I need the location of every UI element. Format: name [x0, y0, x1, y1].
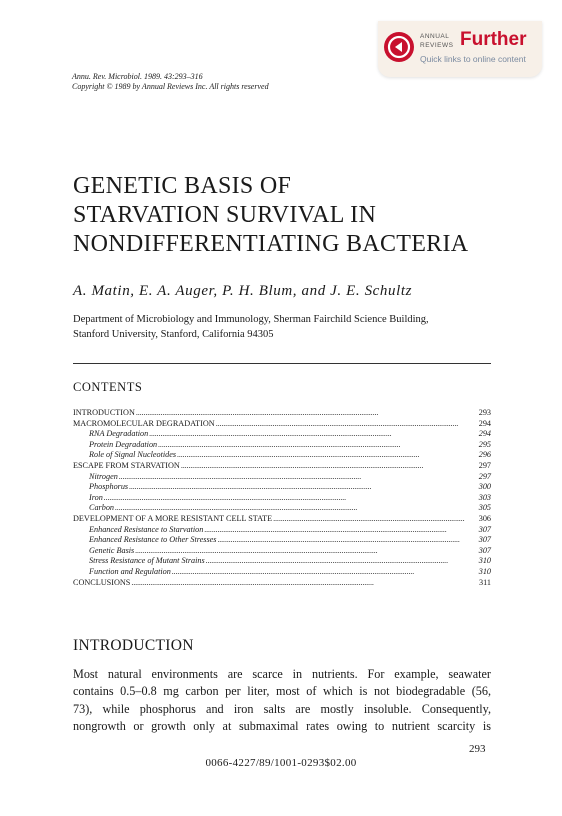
toc-page: 294: [478, 429, 491, 439]
toc-page: 311: [479, 577, 491, 587]
toc-page: 297: [478, 471, 491, 481]
toc-label: RNA Degradation: [89, 429, 149, 439]
journal-citation: [72, 72, 269, 92]
introduction-paragraph: [73, 666, 491, 736]
toc-page: 293: [478, 408, 491, 417]
author-affiliation: [73, 312, 429, 342]
toc-page: 307: [478, 535, 491, 545]
toc-page: 306: [478, 513, 491, 523]
toc-label: ESCAPE FROM STARVATION: [73, 460, 180, 470]
citation-line: Annu. Rev. Microbiol. 1989. 43:293–316: [72, 72, 203, 81]
toc-entry[interactable]: [73, 408, 491, 419]
paragraph-line: contains 0.5–0.8 mg carbon per liter, most of which is not biodegradable (56,: [73, 684, 491, 699]
toc-subentry[interactable]: [73, 482, 491, 493]
toc-leader-dots: [129, 482, 465, 493]
toc-entry[interactable]: [73, 461, 491, 472]
annual-reviews-further-badge[interactable]: [378, 21, 542, 77]
toc-leader-dots: [115, 503, 465, 514]
introduction-heading: INTRODUCTION: [73, 637, 194, 654]
paragraph-line: 73), while phosphorus and iron salts are mostly insoluble. Consequently,: [73, 701, 491, 716]
copyright-line: Copyright © 1989 by Annual Reviews Inc. All rights reserved: [72, 82, 269, 91]
section-divider: [73, 363, 491, 364]
toc-leader-dots: [273, 514, 465, 525]
toc-subentry[interactable]: [73, 535, 491, 546]
toc-entry[interactable]: [73, 419, 491, 430]
toc-leader-dots: [218, 535, 466, 546]
toc-label: Genetic Basis: [89, 545, 135, 555]
toc-label: INTRODUCTION: [73, 408, 135, 417]
toc-leader-dots: [181, 461, 465, 472]
toc-subentry[interactable]: [73, 440, 491, 451]
toc-subentry[interactable]: [73, 556, 491, 567]
toc-leader-dots: [149, 429, 465, 440]
toc-subentry[interactable]: [73, 525, 491, 536]
toc-leader-dots: [131, 578, 465, 589]
toc-subentry[interactable]: [73, 472, 491, 483]
paragraph-line: Most natural environments are scarce in nutrients. For example, seawater: [73, 667, 491, 681]
toc-leader-dots: [172, 567, 465, 578]
toc-subentry[interactable]: [73, 450, 491, 461]
toc-label: CONCLUSIONS: [73, 577, 131, 587]
toc-leader-dots: [104, 493, 465, 504]
toc-leader-dots: [135, 546, 465, 557]
badge-tagline: Quick links to online content: [420, 54, 526, 64]
table-of-contents: [73, 408, 491, 588]
contents-heading: CONTENTS: [73, 380, 143, 394]
toc-label: Carbon: [89, 503, 115, 513]
toc-subentry[interactable]: [73, 546, 491, 557]
page-number: 293: [469, 743, 486, 755]
toc-label: Nitrogen: [89, 471, 118, 481]
play-back-icon: [384, 32, 414, 62]
article-code: 0066-4227/89/1001-0293$02.00: [205, 757, 357, 769]
toc-label: Stress Resistance of Mutant Strains: [89, 556, 205, 566]
toc-subentry[interactable]: [73, 493, 491, 504]
toc-label: Enhanced Resistance to Other Stresses: [89, 535, 217, 545]
toc-entry[interactable]: [73, 578, 491, 589]
toc-label: Enhanced Resistance to Starvation: [89, 524, 204, 534]
toc-leader-dots: [158, 440, 465, 451]
toc-leader-dots: [177, 450, 465, 461]
toc-leader-dots: [204, 525, 465, 536]
affiliation-line: Stanford University, Stanford, California 94305: [73, 329, 274, 340]
author-list: A. Matin, E. A. Auger, P. H. Blum, and J. E. Schultz: [73, 283, 413, 299]
toc-page: 307: [478, 524, 491, 534]
toc-leader-dots: [206, 556, 465, 567]
toc-page: 296: [478, 450, 491, 460]
affiliation-line: Department of Microbiology and Immunology, Sherman Fairchild Science Building,: [73, 314, 429, 325]
toc-label: Protein Degradation: [89, 439, 158, 449]
badge-further-text: Further: [460, 29, 527, 50]
toc-label: Role of Signal Nucleotides: [89, 450, 177, 460]
toc-page: 295: [478, 439, 491, 449]
toc-page: 300: [478, 482, 491, 492]
toc-label: MACROMOLECULAR DEGRADATION: [73, 418, 215, 428]
toc-label: DEVELOPMENT OF A MORE RESISTANT CELL STATE: [73, 513, 273, 523]
toc-page: 305: [478, 503, 491, 513]
toc-subentry[interactable]: [73, 429, 491, 440]
toc-leader-dots: [119, 472, 465, 483]
toc-page: 297: [478, 460, 491, 470]
toc-label: Phosphorus: [89, 482, 129, 492]
toc-page: 303: [478, 492, 491, 502]
title-line: NONDIFFERENTIATING BACTERIA: [73, 231, 469, 257]
title-line: STARVATION SURVIVAL IN: [73, 202, 377, 228]
paragraph-line: nongrowth or growth only at submaximal rates owing to nutrient scarcity is: [73, 719, 491, 734]
badge-annual-text: ANNUAL: [420, 33, 450, 40]
article-title: [73, 172, 468, 259]
toc-leader-dots: [136, 408, 465, 419]
toc-page: 294: [478, 418, 491, 428]
badge-reviews-text: REVIEWS: [420, 42, 454, 49]
toc-subentry[interactable]: [73, 567, 491, 578]
toc-page: 310: [478, 556, 491, 566]
toc-subentry[interactable]: [73, 503, 491, 514]
toc-label: Iron: [89, 492, 103, 502]
toc-leader-dots: [216, 419, 465, 430]
toc-label: Function and Regulation: [89, 566, 171, 576]
title-line: GENETIC BASIS OF: [73, 173, 292, 199]
toc-entry[interactable]: [73, 514, 491, 525]
toc-page: 310: [478, 566, 491, 576]
toc-page: 307: [478, 545, 491, 555]
